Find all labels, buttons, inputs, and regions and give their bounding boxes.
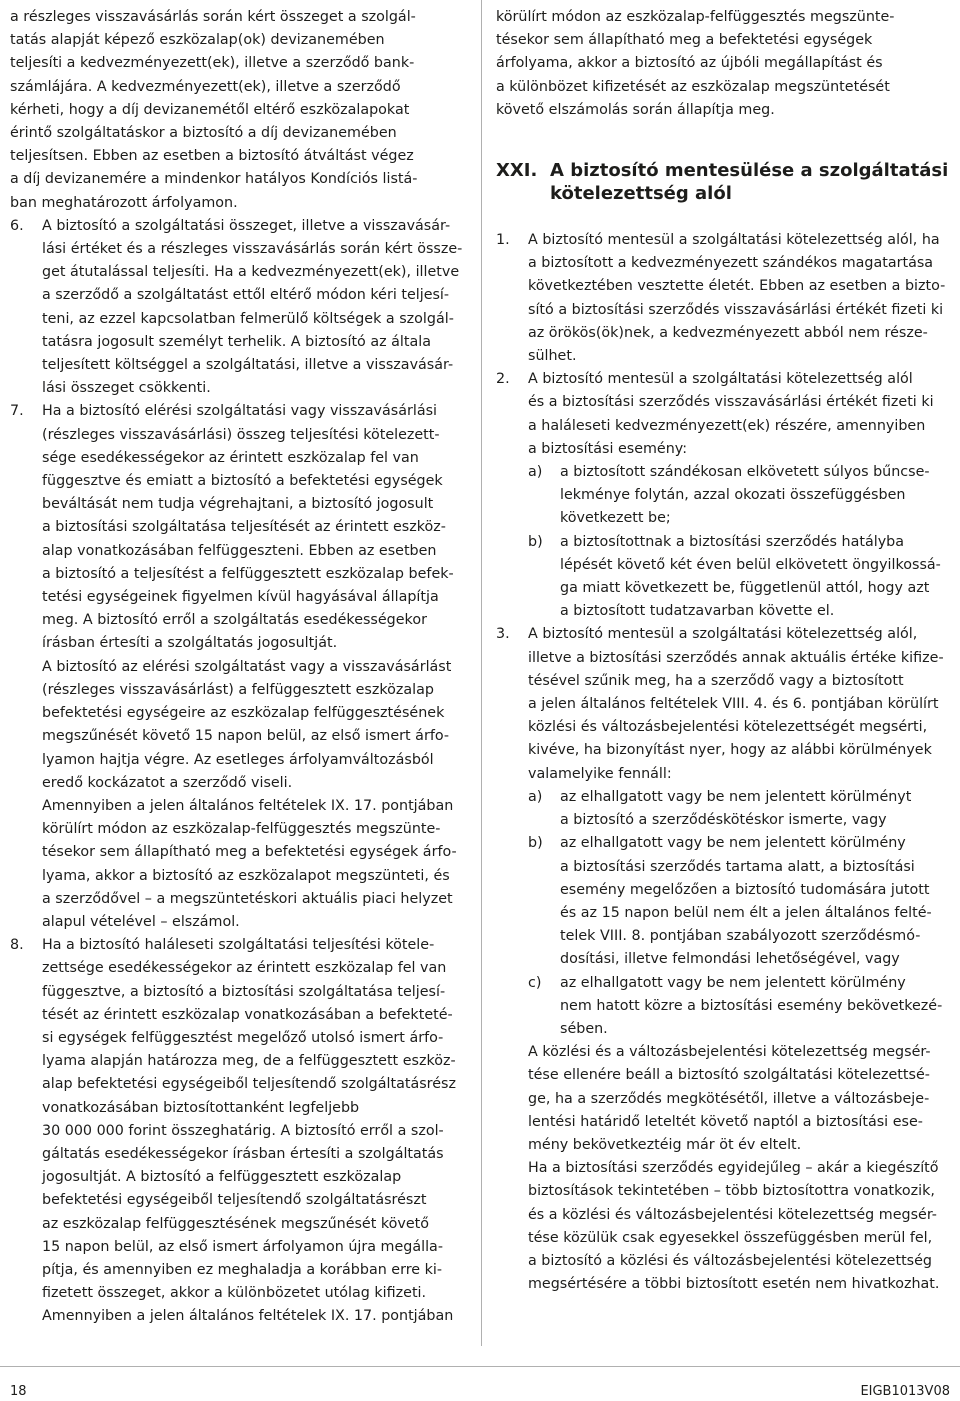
text-line: kötelezettség alól — [550, 183, 732, 205]
text-line: sében. — [560, 1020, 608, 1037]
text-line: A biztosító mentesül a szolgáltatási kötelezettség alól, — [528, 626, 918, 643]
item-number: 1. — [496, 232, 510, 249]
item-text — [528, 623, 954, 785]
list-item-1 — [496, 229, 954, 368]
text-line: telek VIII. 8. pontjában szabályozott szerződésmó- — [560, 928, 921, 945]
sub-item-label: c) — [528, 974, 542, 991]
text-line: illetve a biztosítási szerződés annak aktuális értéke kifize- — [528, 649, 944, 666]
text-line: zettsége esedékességekor az érintett eszközalap fel van — [42, 960, 447, 977]
text-line: Ha a biztosító haláleseti szolgáltatási teljesítési kötele- — [42, 937, 435, 954]
text-line: körülírt módon az eszközalap-felfüggesztés megszünte- — [42, 821, 441, 838]
text-line: az elhallgatott vagy be nem jelentett körülmény — [560, 974, 906, 991]
text-line: az elhallgatott vagy be nem jelentett körülmény — [560, 835, 906, 852]
text-line: A biztosító mentesülése a szolgáltatási — [550, 160, 949, 182]
item-text — [42, 400, 468, 934]
text-line: Ha a biztosító elérési szolgáltatási vagy visszavásárlási — [42, 403, 438, 420]
list-item-2 — [496, 368, 954, 461]
text-line: árfolyama, akkor a biztosító az újbóli megállapítást és — [496, 55, 883, 72]
text-line: következett be; — [560, 510, 671, 527]
item-text — [42, 934, 468, 1328]
text-line: a különbözet kifizetését az eszközalap megszüntetését — [496, 78, 890, 95]
item-number: 7. — [10, 403, 24, 420]
text-line: lyama, akkor a biztosító az eszközalapot megszünteti, és — [42, 867, 450, 884]
text-line: az örökös(ök)nek, a kedvezményezett abból nem része- — [528, 324, 928, 341]
text-line: tését az érintett eszközalap vonatkozásában a befekteté- — [42, 1006, 453, 1023]
text-line: követő elszámolás során állapítja meg. — [496, 101, 775, 118]
text-line: a biztosító a szerződéskötéskor ismerte, vagy — [560, 812, 887, 829]
item-text — [42, 215, 468, 401]
text-line: a biztosítási szolgáltatása teljesítését az érintett eszköz- — [42, 519, 446, 536]
sub-item-3a — [496, 786, 954, 832]
text-line: A biztosító mentesül a szolgáltatási kötelezettség alól, ha — [528, 232, 940, 249]
sub-item-text — [560, 972, 954, 1042]
text-line: tésével szűnik meg, ha a szerződő vagy a biztosított — [528, 672, 904, 689]
text-line: a szerződő a szolgáltatást ettől eltérő módon kéri teljesí- — [42, 287, 450, 304]
text-line: a biztosítási szerződés tartama alatt, a biztosítási — [560, 858, 915, 875]
text-line: megsértésére a többi biztosított esetén nem hivatkozhat. — [528, 1276, 940, 1293]
sub-item-text — [560, 461, 954, 531]
intro-paragraph — [10, 6, 468, 215]
text-line: esemény megelőzően a biztosító tudomására jutott — [560, 881, 930, 898]
text-line: lási értéket és a részleges visszavásárlás során kért össze- — [42, 241, 463, 258]
text-line: érintő szolgáltatáskor a biztosító a díj devizanemében — [10, 125, 397, 142]
sub-item-2b — [496, 531, 954, 624]
text-line: Amennyiben a jelen általános feltételek IX. 17. pontjában — [42, 1308, 454, 1325]
text-line: si egységek felfüggesztést megelőző utolsó ismert árfo- — [42, 1029, 444, 1046]
item-number: 8. — [10, 937, 24, 954]
text-line: eredő kockázatot a szerződő viseli. — [42, 774, 293, 791]
text-line: sülhet. — [528, 348, 577, 365]
item-number: 6. — [10, 217, 24, 234]
text-line: sító a biztosítási szerződés visszavásárlási értékét fizeti ki — [528, 301, 944, 318]
text-line: vonatkozásában biztosítottanként legfeljebb — [42, 1099, 360, 1116]
text-line: és az 15 napon belül nem élt a jelen általános felté- — [560, 904, 932, 921]
text-line: dosítási, illetve felmondási lehetőségével, vagy — [560, 951, 900, 968]
text-line: a biztosított a kedvezményezett szándékos magatartása — [528, 255, 934, 272]
text-line: tésekor sem állapítható meg a befektetési egységek — [496, 32, 873, 49]
text-line: és a közlési és változásbejelentési kötelezettség megsér- — [528, 1206, 937, 1223]
text-line: fizetett összeget, akkor a különbözetet utólag kifizeti. — [42, 1285, 427, 1302]
text-line: a haláleseti kedvezményezett(ek) részére, amennyiben — [528, 417, 926, 434]
text-line: pítja, és amennyiben ez meghaladja a korábban erre ki- — [42, 1261, 443, 1278]
text-line: tetési egységeinek figyelmen kívül hagyásával állapítja — [42, 589, 439, 606]
text-line: a díj devizanemére a mindenkor hatályos Kondíciós listá- — [10, 171, 418, 188]
text-line: befektetési egységeire az eszközalap felfüggesztésének — [42, 705, 445, 722]
text-line: a biztosító a közlési és változásbejelentési kötelezettség — [528, 1252, 932, 1269]
text-line: kivéve, ha bizonyítást nyer, hogy az alábbi körülmények — [528, 742, 932, 759]
text-line: teni, az ezzel kapcsolatban felmerülő költségek a szolgál- — [42, 310, 454, 327]
item-number: 3. — [496, 626, 510, 643]
item-text — [528, 229, 954, 368]
text-line: a biztosítási esemény: — [528, 440, 688, 457]
text-line: lyama alapján határozza meg, de a felfüggesztett eszköz- — [42, 1053, 456, 1070]
text-line: Ha a biztosítási szerződés egyidejűleg – akár a kiegészítő — [528, 1160, 939, 1177]
sub-item-text — [560, 832, 954, 971]
text-line: Amennyiben a jelen általános feltételek IX. 17. pontjában — [42, 797, 454, 814]
text-line: a biztosított szándékosan elkövetett súlyos bűncse- — [560, 464, 930, 481]
text-line: közlési és változásbejelentési kötelezettségét megsérti, — [528, 719, 928, 736]
text-line: lekménye folytán, azzal okozati összefüggésben — [560, 487, 906, 504]
sub-item-2a — [496, 461, 954, 531]
text-line: kérheti, hogy a díj devizanemétől eltérő eszközalapokat — [10, 101, 410, 118]
text-line: teljesített költséggel a szolgáltatási, illetve a visszavásár- — [42, 357, 454, 374]
text-line: függesztve és emiatt a biztosító a befektetési egységek — [42, 473, 443, 490]
text-line: lentési határidő leteltét követő naptól a biztosítási ese- — [528, 1113, 923, 1130]
text-line: tésekor sem állapítható meg a befektetési egységek árfo- — [42, 844, 457, 861]
text-line: a biztosító a teljesítést a felfüggesztett eszközalap befek- — [42, 565, 454, 582]
text-line: teljesítsen. Ebben az esetben a biztosító átváltást végez — [10, 148, 414, 165]
text-line: beváltását nem tudja végrehajtani, a biztosító jogosult — [42, 496, 434, 513]
text-line: következtében vesztette életét. Ebben az esetben a bizto- — [528, 278, 946, 295]
text-line: lépését követő két éven belül elkövetett öngyilkossá- — [560, 556, 941, 573]
text-line: a jelen általános feltételek VIII. 4. és 6. pontjában körülírt — [528, 696, 939, 713]
sub-item-text — [560, 786, 954, 832]
section-heading — [496, 159, 954, 205]
list-item-8 — [10, 934, 468, 1328]
document-code: EIGB1013V08 — [860, 1384, 950, 1399]
section-title — [550, 159, 954, 205]
sub-item-label: a) — [528, 788, 543, 805]
text-line: számlájára. A kedvezményezett(ek), illetve a szerződő — [10, 78, 401, 95]
text-line: körülírt módon az eszközalap-felfüggesztés megszünte- — [496, 9, 895, 25]
text-line: megszűnését követő 15 napon belül, az első ismert árfo- — [42, 728, 450, 745]
text-line: tatásra jogosult személyt terhelik. A biztosító az általa — [42, 333, 431, 350]
text-line: lási összeget csökkenti. — [42, 380, 211, 397]
text-line: get átutalással teljesíti. Ha a kedvezményezett(ek), illetve — [42, 264, 460, 281]
text-line: ge, ha a szerződés megkötésétől, illetve a változásbeje- — [528, 1090, 930, 1107]
text-line: 15 napon belül, az első ismert árfolyamon újra megálla- — [42, 1238, 443, 1255]
continuation-paragraph — [496, 6, 954, 122]
text-line: A biztosító az elérési szolgáltatást vagy a visszavásárlást — [42, 658, 452, 675]
text-line: mény bekövetkeztéig már öt év eltelt. — [528, 1136, 802, 1153]
text-line: ga miatt következett be, függetlenül attól, hogy azt — [560, 580, 930, 597]
text-line: valamelyike fennáll: — [528, 765, 672, 782]
footer-rule — [0, 1366, 960, 1367]
text-line: alap vonatkozásában felfüggeszteni. Ebben az esetben — [42, 542, 437, 559]
sub-item-3c — [496, 972, 954, 1042]
sub-item-text — [560, 531, 954, 624]
text-line: 30 000 000 forint összeghatárig. A biztosító erről a szol- — [42, 1122, 444, 1139]
text-line: nem hatott közre a biztosítási esemény bekövetkezé- — [560, 997, 943, 1014]
item-text — [528, 368, 954, 461]
page-number: 18 — [10, 1384, 27, 1399]
text-line: A biztosító a szolgáltatási összeget, illetve a visszavásár- — [42, 217, 451, 234]
text-line: a biztosítottnak a biztosítási szerződés hatályba — [560, 533, 905, 550]
text-line: A biztosító mentesül a szolgáltatási kötelezettség alól — [528, 371, 913, 388]
text-line: gáltatás esedékességekor írásban értesíti a szolgáltatás — [42, 1145, 444, 1162]
text-line: tése ellenére beáll a biztosító szolgáltatási kötelezettsé- — [528, 1067, 930, 1084]
text-line: a biztosított tudatzavarban követte el. — [560, 603, 835, 620]
text-line: függesztve, a biztosító a biztosítási szolgáltatása teljesí- — [42, 983, 446, 1000]
sub-item-label: b) — [528, 835, 543, 852]
text-line: sége esedékességekor az érintett eszközalap fel van — [42, 449, 419, 466]
text-line: A közlési és a változásbejelentési kötelezettség megsér- — [528, 1044, 931, 1061]
text-line: jogosultját. A biztosító a felfüggesztett eszközalap — [42, 1169, 402, 1186]
section-number: XXI. — [496, 160, 538, 182]
text-line: az eszközalap felfüggesztésének megszűnését követő — [42, 1215, 430, 1232]
text-line: biztosítások tekintetében – több biztosítottra vonatkozik, — [528, 1183, 935, 1200]
text-line: alapul vételével – elszámol. — [42, 913, 240, 930]
text-line: tatás alapját képező eszközalap(ok) devizanemében — [10, 32, 385, 49]
text-line: (részleges visszavásárlási) összeg teljesítési kötelezett- — [42, 426, 440, 443]
text-line: ban meghatározott árfolyamon. — [10, 194, 238, 211]
text-line: tése közülük csak egyesekkel összefüggésben merül fel, — [528, 1229, 933, 1246]
sub-item-label: b) — [528, 533, 543, 550]
item-number: 2. — [496, 371, 510, 388]
text-line: teljesíti a kedvezményezett(ek), illetve a szerződő bank- — [10, 55, 415, 72]
sub-item-label: a) — [528, 464, 543, 481]
closing-paragraphs — [496, 1041, 954, 1296]
text-line: lyamon hajtja végre. Az esetleges árfolyamváltozásból — [42, 751, 434, 768]
text-line: a részleges visszavásárlás során kért összeget a szolgál- — [10, 9, 416, 25]
text-line: az elhallgatott vagy be nem jelentett körülményt — [560, 788, 912, 805]
left-column — [10, 6, 468, 1329]
right-column — [496, 6, 954, 1296]
text-line: meg. A biztosító erről a szolgáltatás esedékességekor — [42, 612, 427, 629]
list-item-7 — [10, 400, 468, 934]
list-item-3 — [496, 623, 954, 785]
text-line: alap befektetési egységeiből teljesítendő szolgáltatásrész — [42, 1076, 456, 1093]
text-line: írásban értesíti a szolgáltatás jogosultját. — [42, 635, 338, 652]
text-line: (részleges visszavásárlást) a felfüggesztett eszközalap — [42, 681, 434, 698]
text-line: és a biztosítási szerződés visszavásárlási értékét fizeti ki — [528, 394, 934, 411]
column-divider — [481, 0, 482, 1346]
text-line: befektetési egységeiből teljesítendő szolgáltatásrészt — [42, 1192, 427, 1209]
list-item-6 — [10, 215, 468, 401]
sub-item-3b — [496, 832, 954, 971]
text-line: a szerződővel – a megszüntetéskori aktuális piaci helyzet — [42, 890, 453, 907]
